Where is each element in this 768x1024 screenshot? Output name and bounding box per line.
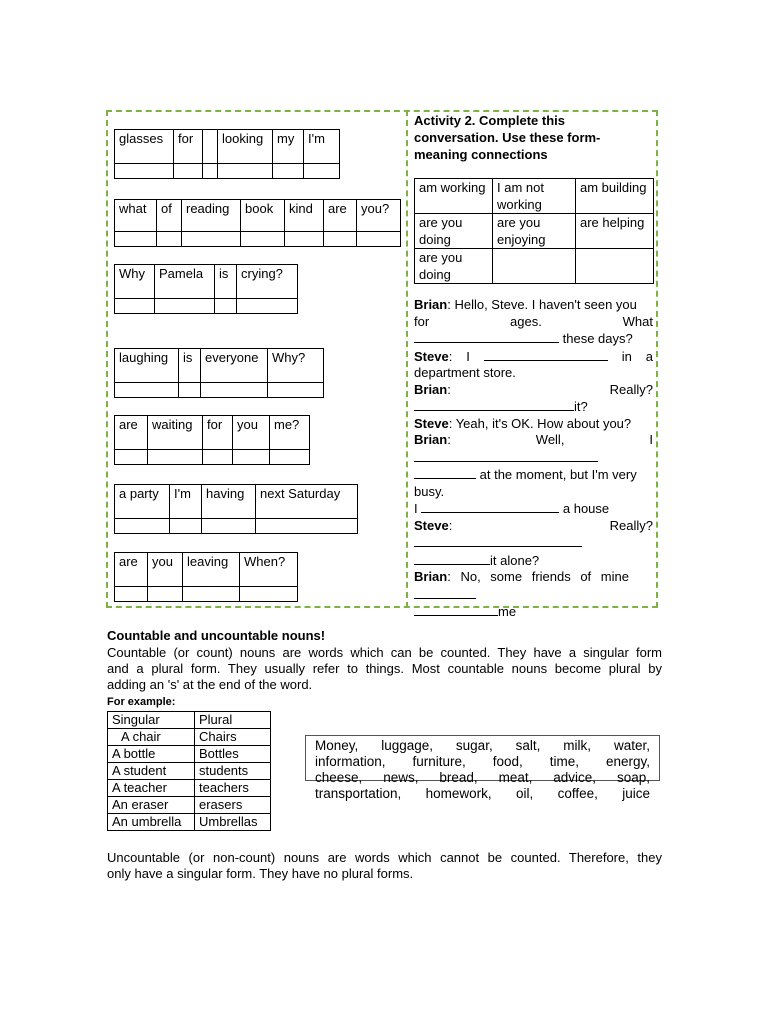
dialog-text: I	[414, 501, 418, 516]
answer-cell[interactable]	[215, 299, 237, 314]
answer-blank[interactable]	[421, 500, 559, 513]
scramble-word: Why?	[268, 349, 324, 383]
dialog-text: busy.	[414, 483, 445, 499]
scramble-word: crying?	[237, 265, 298, 299]
dialog-line	[414, 586, 653, 604]
noun-header: Singular	[108, 712, 195, 729]
form-cell: are you doing	[415, 214, 493, 249]
dialog-line	[414, 398, 653, 416]
uncountable-examples-box	[305, 735, 660, 801]
dialog-text: for	[414, 313, 430, 329]
dialog-text: ages.	[510, 313, 542, 329]
noun-cell: erasers	[195, 797, 271, 814]
dialog-line	[414, 484, 653, 501]
noun-cell: An eraser	[108, 797, 195, 814]
answer-cell[interactable]	[155, 299, 215, 314]
speaker-name: Brian	[414, 432, 448, 447]
dialog-line	[414, 603, 653, 621]
scramble-word: waiting	[148, 416, 203, 450]
countable-paragraph	[107, 645, 662, 693]
dialog-text: : I	[448, 348, 470, 364]
activity-frame-divider	[406, 110, 408, 608]
dialog-text: department store.	[414, 365, 516, 380]
answer-cell[interactable]	[115, 519, 170, 534]
scramble-table-4	[114, 348, 324, 398]
dialog-line	[414, 314, 653, 331]
box-line: transportation, homework, oil, coffee, juice	[315, 786, 650, 801]
answer-cell[interactable]	[202, 519, 256, 534]
answer-cell[interactable]	[182, 232, 241, 247]
dialog-text: Really?	[609, 381, 653, 397]
scramble-word: what	[115, 200, 157, 232]
answer-cell[interactable]	[174, 164, 203, 179]
scramble-word: for	[174, 130, 203, 164]
answer-cell[interactable]	[170, 519, 202, 534]
dialog-line	[414, 449, 653, 467]
form-cell	[576, 249, 654, 284]
answer-cell[interactable]	[157, 232, 182, 247]
dialog-text: : Hello, Steve. I haven't seen you	[447, 297, 637, 312]
scramble-word: kind	[285, 200, 324, 232]
scramble-word: laughing	[115, 349, 179, 383]
dialog-text: Really?	[609, 517, 653, 533]
scramble-word: leaving	[183, 553, 240, 587]
paragraph-line: Uncountable (or non-count) nouns are words which cannot be counted. Therefore, they	[107, 850, 662, 865]
answer-blank[interactable]	[414, 330, 559, 343]
answer-cell[interactable]	[357, 232, 401, 247]
scramble-table-1	[114, 129, 340, 179]
scramble-word: I'm	[304, 130, 340, 164]
scramble-word: book	[241, 200, 285, 232]
noun-cell: students	[195, 763, 271, 780]
box-line: Money, luggage, sugar, salt, milk, water,	[315, 738, 650, 753]
speaker-name: Brian	[414, 569, 448, 584]
answer-cell[interactable]	[115, 587, 148, 602]
dialog-text: these days?	[562, 331, 633, 346]
dialog-line	[414, 518, 653, 535]
noun-cell: A chair	[108, 729, 195, 746]
scramble-word: glasses	[115, 130, 174, 164]
scramble-word: next Saturday	[256, 485, 358, 519]
conversation	[414, 297, 653, 621]
scramble-word: reading	[182, 200, 241, 232]
answer-cell[interactable]	[179, 383, 201, 398]
answer-cell[interactable]	[183, 587, 240, 602]
form-cell	[493, 249, 576, 284]
dialog-text: Well,	[535, 432, 565, 447]
scramble-table-7	[114, 552, 298, 602]
scramble-table-6	[114, 484, 358, 534]
dialog-text: What	[622, 313, 653, 329]
scramble-word: my	[273, 130, 304, 164]
paragraph-line: Countable (or count) nouns are words which can be counted. They have a singular form	[107, 645, 662, 660]
dialog-line	[414, 466, 653, 484]
dialog-text: a house	[562, 501, 610, 516]
answer-cell[interactable]	[285, 232, 324, 247]
paragraph-line: and a plural form. They usually refer to things. Most countable nouns become plural by	[107, 661, 662, 676]
paragraph-line: adding an 's' at the end of the word.	[107, 677, 313, 692]
scramble-word: of	[157, 200, 182, 232]
noun-cell: A bottle	[108, 746, 195, 763]
answer-cell[interactable]	[233, 450, 270, 465]
dialog-line	[414, 569, 653, 586]
speaker-name: Brian	[414, 381, 448, 397]
form-meaning-table	[414, 178, 654, 284]
scramble-word: are	[324, 200, 357, 232]
answer-cell[interactable]	[115, 450, 148, 465]
activity-title: Activity 2. Complete this conversation. Use these form-meaning connections	[414, 113, 601, 162]
dialog-line	[414, 500, 653, 518]
scramble-word: looking	[218, 130, 273, 164]
box-line: cheese, news, bread, meat, advice, soap,	[315, 770, 650, 785]
answer-cell[interactable]	[115, 299, 155, 314]
scramble-word: I'm	[170, 485, 202, 519]
noun-cell: Chairs	[195, 729, 271, 746]
dialog-text: in a	[621, 348, 653, 364]
dialog-text: :	[447, 432, 451, 447]
noun-cell: teachers	[195, 780, 271, 797]
noun-cell: Bottles	[195, 746, 271, 763]
answer-cell[interactable]	[218, 164, 273, 179]
dialog-text: :	[448, 517, 453, 533]
speaker-name: Steve	[414, 415, 449, 431]
scramble-word: is	[179, 349, 201, 383]
noun-cell: A student	[108, 763, 195, 780]
speaker-name: Steve	[414, 348, 449, 364]
dialog-line	[414, 382, 653, 399]
dialog-text: : No, some friends of mine	[447, 569, 629, 584]
answer-cell[interactable]	[201, 383, 268, 398]
answer-cell[interactable]	[268, 383, 324, 398]
answer-cell[interactable]	[203, 450, 233, 465]
dialog-text: : Yeah, it's OK. How about you?	[448, 415, 632, 431]
dialog-text: :	[447, 381, 451, 397]
answer-blank[interactable]	[414, 534, 582, 547]
speaker-name: Steve	[414, 517, 449, 533]
scramble-word: Pamela	[155, 265, 215, 299]
section-title: Countable and uncountable nouns!	[107, 628, 326, 643]
answer-cell[interactable]	[324, 232, 357, 247]
answer-cell[interactable]	[148, 587, 183, 602]
form-cell: I am not working	[493, 179, 576, 214]
answer-blank[interactable]	[414, 586, 476, 599]
scramble-word: everyone	[201, 349, 268, 383]
answer-cell[interactable]	[240, 587, 298, 602]
answer-blank[interactable]	[414, 449, 598, 462]
scramble-word: having	[202, 485, 256, 519]
answer-blank[interactable]	[414, 398, 574, 411]
speaker-name: Brian	[414, 297, 448, 312]
dialog-line	[414, 297, 653, 314]
noun-header: Plural	[195, 712, 271, 729]
dialog-line	[414, 330, 653, 348]
dialog-text: it alone?	[490, 552, 540, 568]
dialog-line	[414, 534, 653, 552]
form-cell: am working	[415, 179, 493, 214]
scramble-table-2	[114, 199, 401, 247]
form-cell: are helping	[576, 214, 654, 249]
dialog-text: it?	[574, 399, 588, 414]
answer-blank[interactable]	[414, 466, 476, 479]
answer-blank[interactable]	[484, 348, 608, 361]
noun-cell: A teacher	[108, 780, 195, 797]
form-cell: are you enjoying	[493, 214, 576, 249]
paragraph-line: only have a singular form. They have no plural forms.	[107, 866, 414, 881]
answer-cell[interactable]	[115, 164, 174, 179]
dialog-line	[414, 416, 653, 433]
scramble-table-3	[114, 264, 298, 314]
scramble-word: is	[215, 265, 237, 299]
box-line: information, furniture, food, time, energy,	[315, 754, 650, 769]
form-cell: am building	[576, 179, 654, 214]
dialog-line	[414, 348, 653, 366]
scramble-table-5	[114, 415, 310, 465]
answer-cell[interactable]	[241, 232, 285, 247]
answer-cell[interactable]	[115, 383, 179, 398]
example-label: For example:	[107, 696, 176, 708]
answer-cell[interactable]	[304, 164, 340, 179]
dialog-text: at the moment, but I'm very	[479, 467, 637, 482]
scramble-word: When?	[240, 553, 298, 587]
scramble-word: are	[115, 416, 148, 450]
dialog-text: I	[649, 432, 653, 447]
answer-cell[interactable]	[273, 164, 304, 179]
answer-blank[interactable]	[414, 552, 490, 565]
scramble-word: are	[115, 553, 148, 587]
answer-cell[interactable]	[270, 450, 310, 465]
answer-cell[interactable]	[203, 164, 218, 179]
noun-cell: An umbrella	[108, 814, 195, 831]
scramble-word: you?	[357, 200, 401, 232]
form-cell: are you doing	[415, 249, 493, 284]
scramble-word: for	[203, 416, 233, 450]
answer-blank[interactable]	[414, 603, 498, 616]
answer-cell[interactable]	[256, 519, 358, 534]
scramble-word: a party	[115, 485, 170, 519]
dialog-line	[414, 432, 653, 449]
scramble-word: you	[233, 416, 270, 450]
answer-cell[interactable]	[115, 232, 157, 247]
scramble-word	[203, 130, 218, 164]
scramble-word: Why	[115, 265, 155, 299]
noun-cell: Umbrellas	[195, 814, 271, 831]
dialog-line	[414, 552, 653, 570]
scramble-word: me?	[270, 416, 310, 450]
answer-cell[interactable]	[237, 299, 298, 314]
answer-cell[interactable]	[148, 450, 203, 465]
scramble-word: you	[148, 553, 183, 587]
dialog-text: me	[498, 604, 517, 619]
uncountable-paragraph	[107, 850, 662, 882]
noun-table	[107, 711, 271, 831]
dialog-line	[414, 365, 653, 382]
